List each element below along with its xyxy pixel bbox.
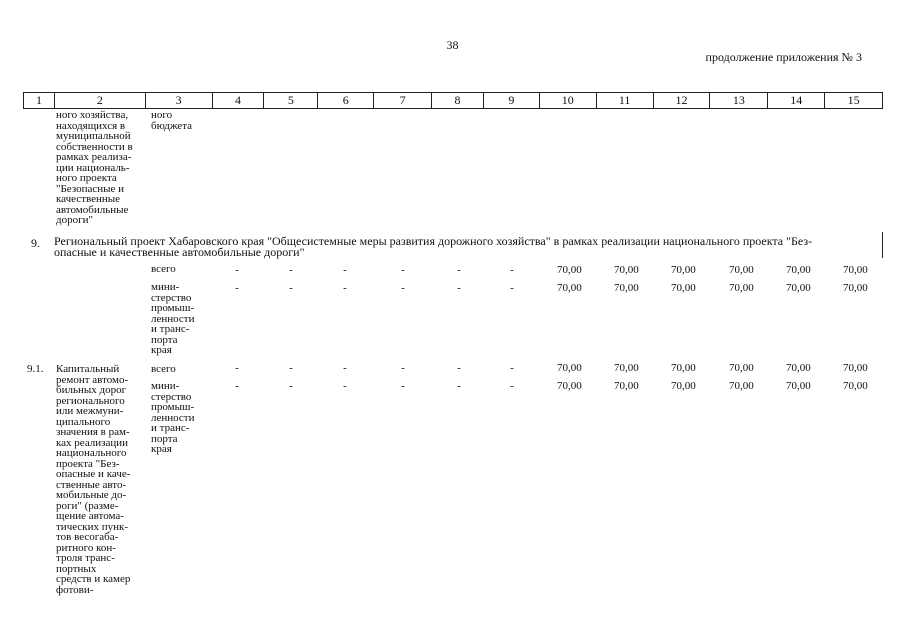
header-col-1: 1 bbox=[24, 93, 55, 108]
section-9-number: 9. bbox=[31, 236, 40, 250]
cell-dash: - bbox=[235, 282, 239, 294]
cell-dash: - bbox=[289, 282, 293, 294]
cell-value: 70,00 bbox=[843, 362, 868, 374]
cell-dash: - bbox=[457, 264, 461, 276]
cell-value: 70,00 bbox=[671, 264, 696, 276]
cell-dash: - bbox=[235, 264, 239, 276]
row-source: мини- стерство промыш- ленности и транс- порта края bbox=[151, 281, 195, 356]
cell-value: 70,00 bbox=[729, 264, 754, 276]
row-source: всего bbox=[151, 363, 176, 375]
cell-value: 70,00 bbox=[786, 362, 811, 374]
header-col-14: 14 bbox=[768, 93, 825, 108]
header-col-5: 5 bbox=[264, 93, 318, 108]
cell-value: 70,00 bbox=[729, 282, 754, 294]
cell-value: 70,00 bbox=[614, 380, 639, 392]
cell-dash: - bbox=[235, 380, 239, 392]
cell-dash: - bbox=[457, 362, 461, 374]
header-col-12: 12 bbox=[654, 93, 711, 108]
cell-value: 70,00 bbox=[786, 282, 811, 294]
cell-dash: - bbox=[401, 380, 405, 392]
cell-dash: - bbox=[457, 282, 461, 294]
cell-dash: - bbox=[510, 264, 514, 276]
cell-dash: - bbox=[401, 282, 405, 294]
continuation-note: продолжение приложения № 3 bbox=[705, 50, 862, 64]
header-col-11: 11 bbox=[597, 93, 654, 108]
cell-value: 70,00 bbox=[729, 380, 754, 392]
cell-dash: - bbox=[289, 380, 293, 392]
cell-dash: - bbox=[343, 362, 347, 374]
section-9-title: Региональный проект Хабаровского края "Общесистемные меры развития дорожного хозяйства" в рамках реализации национального проекта "Без- опасные и качественные автомобильные дороги" bbox=[54, 234, 813, 259]
cell-value: 70,00 bbox=[729, 362, 754, 374]
cell-value: 70,00 bbox=[843, 380, 868, 392]
section-9-1-title: Капитальный ремонт автомо- бильных дорог регионального или межмуни- ципального значения в рам- ках реализации национального проекта "Без- опасные и каче- ственные авто- мобильные до- роги" (разме- щение автома- тических пунк- тов весогаба- ритного кон- троля транс- портных средств и камер фотови- bbox=[56, 363, 131, 596]
cell-dash: - bbox=[510, 362, 514, 374]
header-col-13: 13 bbox=[710, 93, 768, 108]
cell-value: 70,00 bbox=[671, 362, 696, 374]
section-9-right-rule bbox=[882, 232, 883, 258]
page-number: 38 bbox=[446, 38, 459, 52]
header-col-7: 7 bbox=[374, 93, 432, 108]
carryover-col2-text: ного хозяйства, находящихся в муниципальной собственности в рамках реализа- ции националь- ного проекта "Безопасные и качественные автомобильные дороги" bbox=[56, 109, 133, 226]
cell-dash: - bbox=[401, 264, 405, 276]
header-col-2: 2 bbox=[55, 93, 146, 108]
cell-value: 70,00 bbox=[614, 362, 639, 374]
cell-dash: - bbox=[343, 282, 347, 294]
row-source: мини- стерство промыш- ленности и транс- порта края bbox=[151, 380, 195, 455]
cell-value: 70,00 bbox=[671, 380, 696, 392]
cell-dash: - bbox=[289, 362, 293, 374]
cell-value: 70,00 bbox=[557, 362, 582, 374]
cell-value: 70,00 bbox=[614, 264, 639, 276]
cell-value: 70,00 bbox=[557, 264, 582, 276]
cell-value: 70,00 bbox=[843, 264, 868, 276]
cell-dash: - bbox=[510, 380, 514, 392]
cell-dash: - bbox=[289, 264, 293, 276]
header-col-10: 10 bbox=[540, 93, 597, 108]
cell-dash: - bbox=[510, 282, 514, 294]
cell-value: 70,00 bbox=[786, 264, 811, 276]
cell-dash: - bbox=[235, 362, 239, 374]
section-9-1-number: 9.1. bbox=[27, 363, 44, 375]
table-header-row bbox=[23, 92, 883, 109]
header-col-3: 3 bbox=[146, 93, 213, 108]
cell-dash: - bbox=[343, 380, 347, 392]
cell-dash: - bbox=[457, 380, 461, 392]
row-source: всего bbox=[151, 263, 176, 275]
cell-value: 70,00 bbox=[671, 282, 696, 294]
cell-dash: - bbox=[401, 362, 405, 374]
header-col-9: 9 bbox=[484, 93, 540, 108]
header-col-15: 15 bbox=[847, 93, 860, 107]
cell-value: 70,00 bbox=[614, 282, 639, 294]
header-col-4: 4 bbox=[213, 93, 265, 108]
cell-value: 70,00 bbox=[557, 380, 582, 392]
header-col-8: 8 bbox=[432, 93, 484, 108]
cell-value: 70,00 bbox=[843, 282, 868, 294]
cell-dash: - bbox=[343, 264, 347, 276]
cell-value: 70,00 bbox=[557, 282, 582, 294]
cell-value: 70,00 bbox=[786, 380, 811, 392]
carryover-col3-text: ного бюджета bbox=[151, 109, 193, 132]
header-col-6: 6 bbox=[318, 93, 374, 108]
